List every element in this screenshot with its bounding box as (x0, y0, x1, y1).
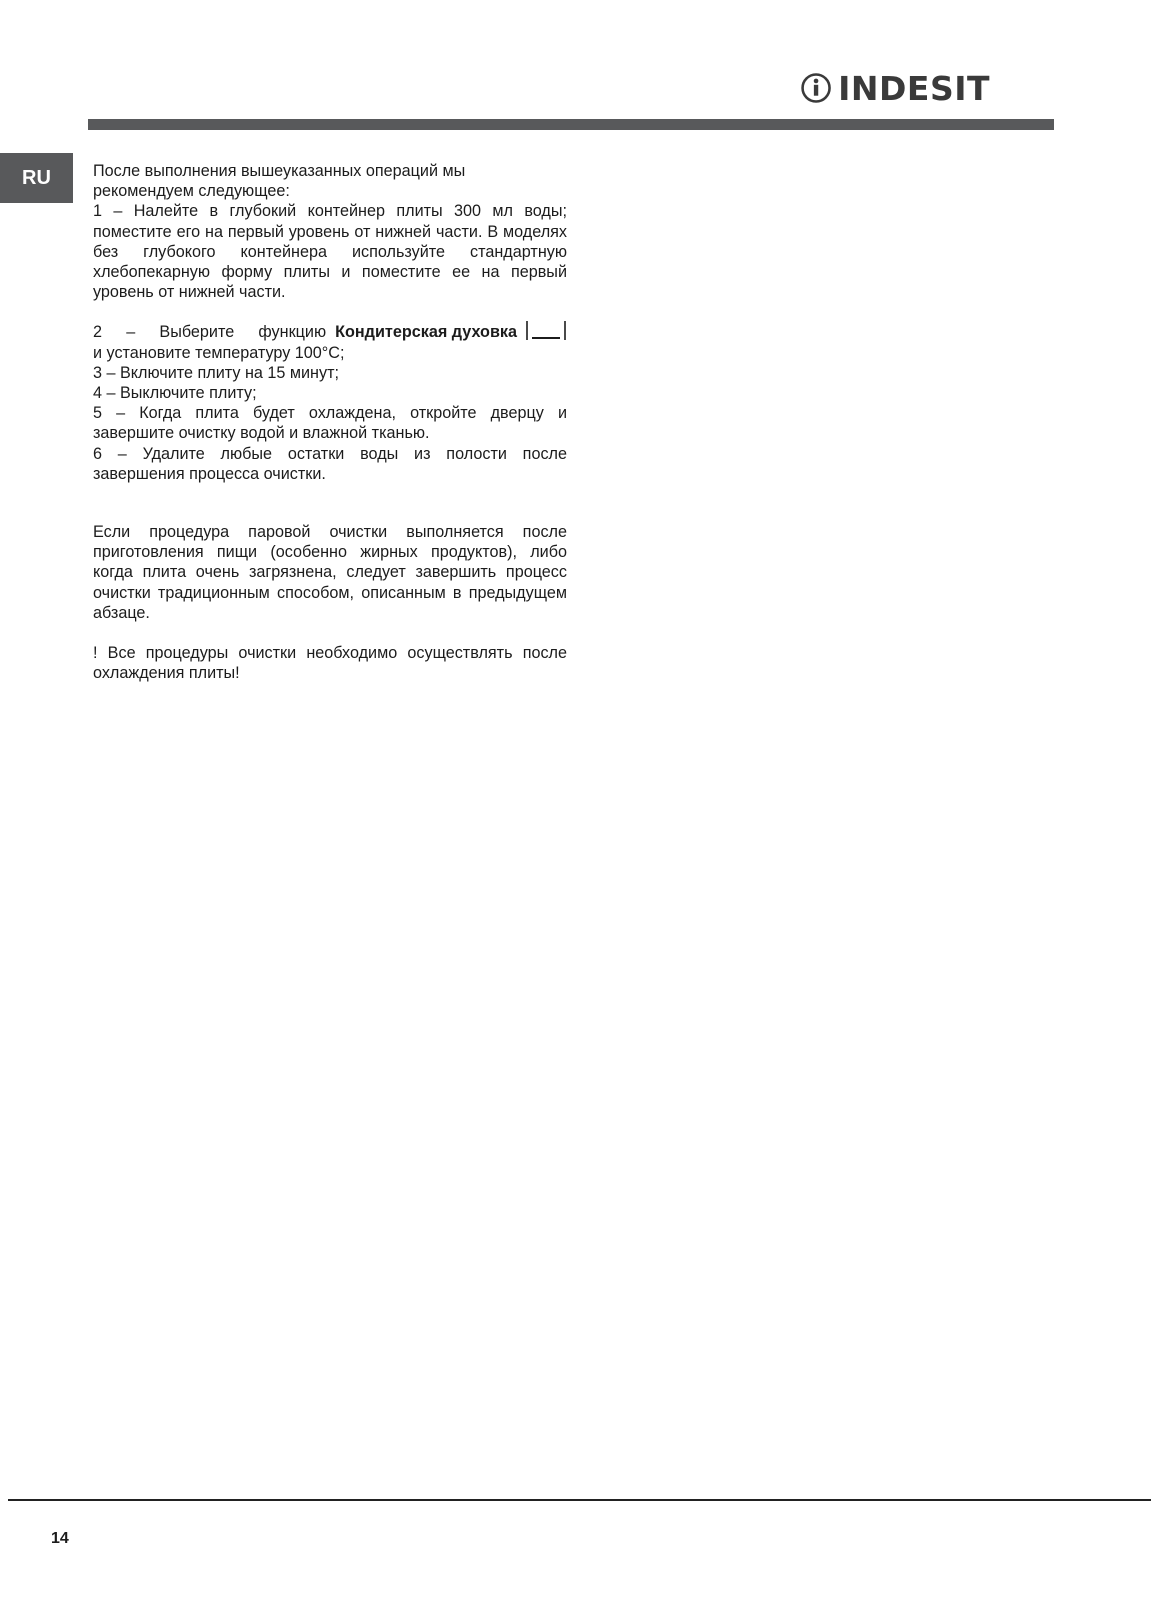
language-label: RU (22, 166, 51, 189)
step-2-word-1: Выберите (159, 323, 235, 342)
spacer (93, 623, 567, 643)
step-3: 3 – Включите плиту на 15 минут; (93, 363, 339, 382)
step-2-lead (93, 322, 326, 342)
footer-rule (8, 1499, 1151, 1501)
language-tab (0, 153, 73, 203)
step-4: 4 – Выключите плиту; (93, 384, 257, 403)
brand-logo (800, 62, 990, 114)
step-2-continued: и установите температуру 100°С; (93, 343, 345, 362)
header-bar (88, 119, 1054, 130)
main-content (93, 161, 567, 683)
note-paragraph: Если процедура паровой очистки выполняется после приготовления пищи (особенно жирных продуктов), либо когда плита очень загрязнена, следует завершить процесс очистки традиционным способом, описанным в предыдущем абзаце. (93, 523, 567, 622)
step-1: 1 – Налейте в глубокий контейнер плиты 300 мл воды; поместите его на первый уровень от нижней части. В моделях без глубокого контейнера используйте стандартную хлебопекарную форму плиты и поместите ее на первый уровень от нижней части. (93, 202, 567, 302)
page-number: 14 (51, 1530, 69, 1547)
intro-line-2: рекомендуем следующее: (93, 182, 290, 201)
step-2-line (93, 322, 567, 342)
step-5: 5 – Когда плита будет охлаждена, откройте дверцу и завершите очистку водой и влажной тканью. (93, 404, 567, 443)
step-2-number: 2 (93, 323, 103, 342)
warning-paragraph: ! Все процедуры очистки необходимо осуществлять после охлаждения плиты! (93, 644, 567, 683)
spacer (93, 484, 567, 522)
intro-line-1: После выполнения вышеуказанных операций мы (93, 162, 466, 180)
brand-name: INDESIT (838, 68, 990, 108)
indesit-logo-icon (800, 63, 832, 113)
conventional-oven-icon (525, 321, 567, 341)
step-2-function-name: Кондитерская духовка (335, 323, 517, 342)
step-2-word-2: функцию (258, 323, 327, 342)
step-2-dash: – (126, 323, 136, 342)
spacer (93, 302, 567, 322)
step-6: 6 – Удалите любые остатки воды из полости после завершения процесса очистки. (93, 444, 567, 483)
